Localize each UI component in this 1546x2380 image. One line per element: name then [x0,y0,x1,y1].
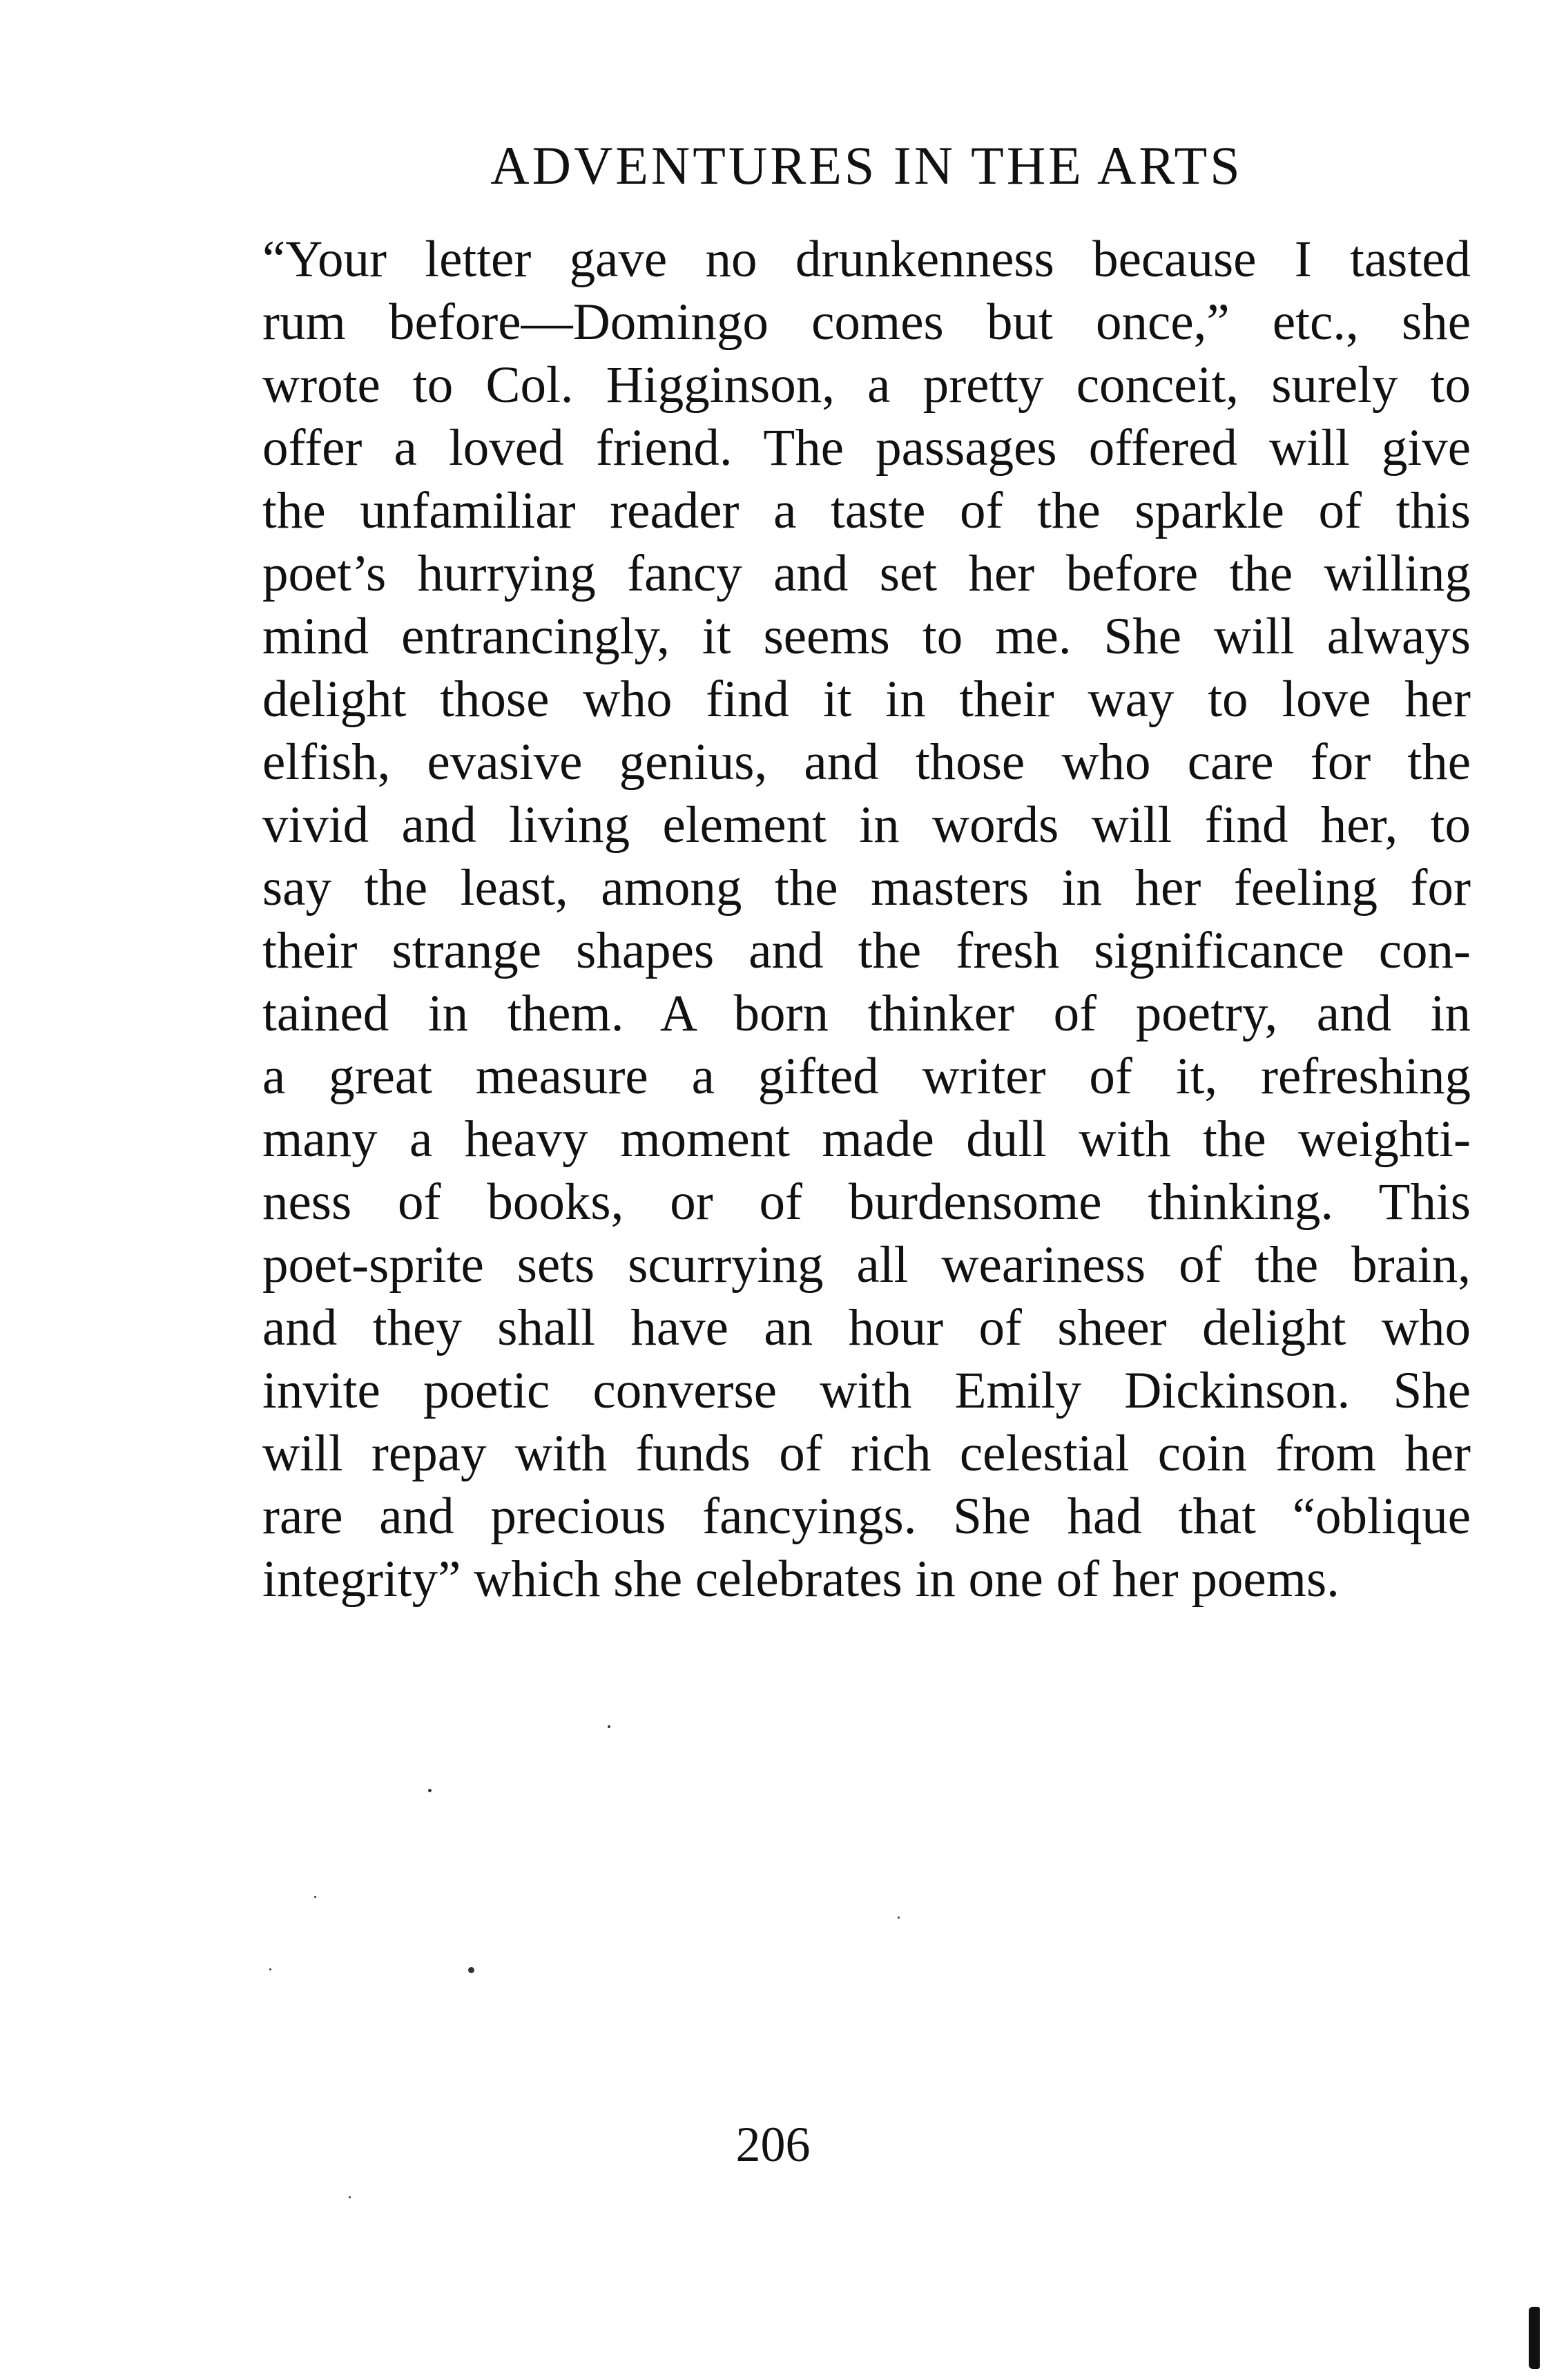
scan-speck [428,1789,432,1792]
text-line: poet-sprite sets scurrying all weariness of the brain, [262,1236,1471,1294]
text-line: many a heavy moment made dull with the weighti- [262,1111,1471,1168]
text-line: delight those who find it in their way to love her [262,671,1471,728]
text-line: rare and precious fancyings. She had that “oblique [262,1488,1471,1545]
scan-speck [898,1917,900,1919]
text-line: mind entrancingly, it seems to me. She will always [262,608,1471,665]
body-paragraph [262,228,1471,1611]
text-line: rum before—Domingo comes but once,” etc., she [262,294,1471,351]
text-line: a great measure a gifted writer of it, refreshing [262,1048,1471,1105]
page-number: 206 [735,2117,811,2172]
scan-speck [349,2196,351,2198]
text-line: their strange shapes and the fresh significance con- [262,922,1471,979]
text-line: the unfamiliar reader a taste of the sparkle of this [262,482,1471,539]
text-line: and they shall have an hour of sheer delight who [262,1299,1471,1356]
scan-speck [269,1968,271,1970]
scan-speck [468,1967,474,1973]
text-line: poet’s hurrying fancy and set her before the willing [262,545,1471,602]
text-line: integrity” which she celebrates in one of her poems. [262,1551,1340,1608]
text-line: ness of books, or of burdensome thinking. This [262,1173,1471,1231]
text-line: elfish, evasive genius, and those who care for the [262,733,1471,791]
text-line: will repay with funds of rich celestial coin from her [262,1425,1471,1482]
text-line: say the least, among the masters in her feeling for [262,859,1471,917]
text-line: invite poetic converse with Emily Dickinson. She [262,1362,1471,1419]
page-edge-mark [1529,2307,1540,2369]
text-line: wrote to Col. Higginson, a pretty conceit, surely to [262,356,1471,414]
running-head: ADVENTURES IN THE ARTS [490,135,1243,195]
scan-speck [314,1896,316,1898]
text-line: “Your letter gave no drunkenness because I tasted [262,231,1471,288]
scan-speck [608,1725,610,1728]
text-line: tained in them. A born thinker of poetry, and in [262,985,1471,1042]
text-line: offer a loved friend. The passages offered will give [262,419,1471,477]
text-line: vivid and living element in words will find her, to [262,796,1471,854]
